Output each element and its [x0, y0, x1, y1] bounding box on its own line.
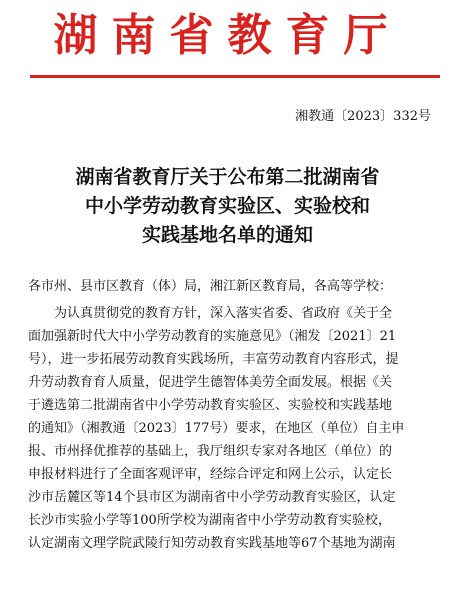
body-line-2: 面加强新时代大中小学劳动教育的实施意见》（湘发〔2021〕21: [28, 329, 397, 344]
body-line-10: 长沙市实验小学等100所学校为湖南省中小学劳动教育实验校，: [28, 513, 391, 528]
body-line-5: 于遴选第二批湖南省中小学劳动教育实验区、实验校和实践基地: [28, 398, 393, 413]
body-line-4: 升劳动教育育人质量，促进学生德智体美劳全面发展。根据《关: [28, 375, 393, 390]
notice-title: [0, 163, 455, 250]
body-line-1: 为认真贯彻党的教育方针，深入落实省委、省政府《关于全: [54, 306, 393, 321]
notice-title-line-2: 中小学劳动教育实验区、实验校和: [84, 195, 370, 217]
body-line-3: 号），进一步拓展劳动教育实践场所，丰富劳动教育内容形式，提: [28, 352, 399, 367]
notice-title-line-3: 实践基地名单的通知: [141, 224, 313, 246]
salutation-line: 各市州、县市区教育（体）局，湘江新区教育局，各高等学校：: [28, 279, 393, 294]
document-number: 湘教通〔2023〕332号: [295, 109, 431, 124]
body-line-6: 的通知》（湘教通〔2023〕177号）要求，在地区（单位）自主申: [28, 421, 405, 436]
masthead-title: 湖南省教育厅: [53, 10, 402, 61]
red-header-rule: [30, 75, 440, 78]
body-line-8: 申报材料进行了全面客观评审，经综合评定和网上公示，认定长: [28, 467, 393, 482]
body-line-9: 沙市岳麓区等14个县市区为湖南省中小学劳动教育实验区，认定: [28, 490, 396, 505]
notice-title-line-1: 湖南省教育厅关于公布第二批湖南省: [75, 166, 380, 188]
body-line-7: 报、市州择优推荐的基础上，我厅组织专家对各地区（单位）的: [28, 444, 393, 459]
body-paragraph: [28, 302, 434, 555]
body-line-11: 认定湖南文理学院武陵行知劳动教育实践基地等67个基地为湖南: [28, 536, 396, 551]
